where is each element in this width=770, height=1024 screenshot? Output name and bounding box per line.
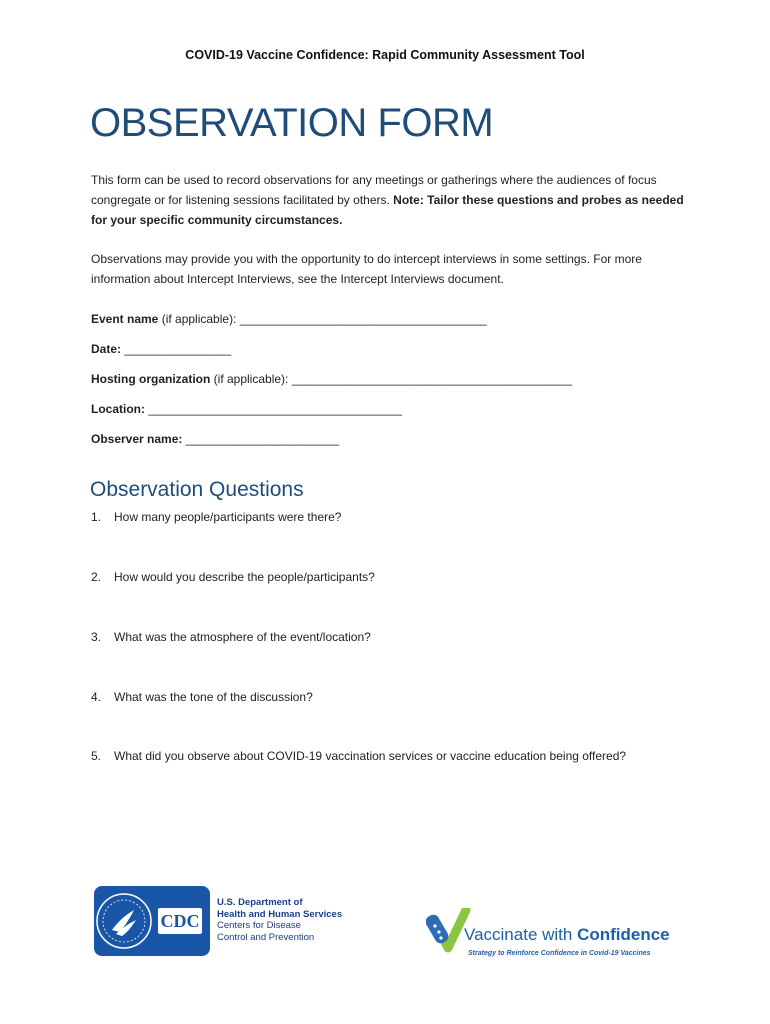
field-suffix: (if applicable): bbox=[210, 372, 292, 386]
event-name-blank[interactable]: _____________________________________ bbox=[239, 312, 487, 326]
question-item bbox=[91, 749, 626, 763]
hhs-cdc-wordmark bbox=[217, 897, 342, 943]
observer-name-blank[interactable]: _______________________ bbox=[185, 432, 340, 446]
question-number: 2. bbox=[91, 570, 102, 584]
hosting-organization-blank[interactable]: __________________________________________ bbox=[291, 372, 573, 386]
intro-paragraph bbox=[91, 170, 691, 230]
hhs-line-3: Centers for Disease bbox=[217, 920, 301, 931]
hhs-eagle-seal-icon bbox=[94, 886, 210, 956]
cdc-logo-text: CDC bbox=[160, 911, 200, 931]
intro-note: Note: Tailor these questions and probes as needed for your specific community circumstances. bbox=[91, 193, 684, 227]
field-label: Hosting organization bbox=[91, 372, 211, 386]
question-number: 1. bbox=[91, 510, 102, 524]
section-title: Observation Questions bbox=[90, 478, 304, 501]
hhs-line-4: Control and Prevention bbox=[217, 931, 315, 943]
hhs-cdc-logo bbox=[94, 886, 210, 956]
field-location bbox=[91, 402, 402, 416]
document-header: COVID-19 Vaccine Confidence: Rapid Community Assessment Tool bbox=[185, 48, 585, 62]
question-text: What did you observe about COVID-19 vaccination services or vaccine education being offered? bbox=[114, 749, 627, 763]
vaccinate-logo-graphic bbox=[426, 908, 686, 960]
question-text: How many people/participants were there? bbox=[114, 510, 342, 524]
field-label: Location: bbox=[91, 402, 145, 416]
vwc-prefix: Vaccinate with bbox=[464, 925, 578, 944]
field-label: Observer name: bbox=[91, 432, 183, 446]
hhs-line-1: U.S. Department of bbox=[217, 897, 303, 908]
location-blank[interactable]: ______________________________________ bbox=[148, 402, 402, 416]
vwc-bold: Confidence bbox=[577, 925, 670, 944]
question-item bbox=[91, 510, 341, 524]
intro-paragraph-2: Observations may provide you with the opportunity to do intercept interviews in some settings. For more information about Intercept Interviews, see the Intercept Interviews document. bbox=[91, 252, 642, 286]
field-event-name bbox=[91, 312, 487, 326]
hhs-line-2: Health and Human Services bbox=[217, 908, 343, 920]
question-text: What was the atmosphere of the event/location? bbox=[114, 630, 371, 644]
question-number: 3. bbox=[91, 630, 102, 644]
checkmark-bandage-icon bbox=[426, 910, 466, 948]
question-item bbox=[91, 690, 313, 704]
field-date bbox=[91, 342, 231, 356]
question-item bbox=[91, 570, 375, 584]
date-blank[interactable]: ________________ bbox=[124, 342, 232, 356]
field-hosting-organization bbox=[91, 372, 572, 386]
page-title: OBSERVATION FORM bbox=[90, 101, 494, 145]
question-number: 5. bbox=[91, 749, 102, 763]
question-number: 4. bbox=[91, 690, 102, 704]
svg-text:Vaccinate with Confidence bbox=[464, 925, 670, 944]
intro-text: This form can be used to record observations for any meetings or gatherings where the audiences of focus congregate or for listening sessions facilitated by others. bbox=[91, 173, 657, 207]
vaccinate-with-confidence-logo bbox=[426, 908, 686, 960]
vwc-tagline: Strategy to Reinforce Confidence in Covid-19 Vaccines bbox=[468, 950, 651, 957]
question-item bbox=[91, 630, 371, 644]
field-suffix: (if applicable): bbox=[158, 312, 240, 326]
question-text: How would you describe the people/participants? bbox=[114, 570, 375, 584]
question-text: What was the tone of the discussion? bbox=[114, 690, 313, 704]
field-observer-name bbox=[91, 432, 339, 446]
field-label: Date: bbox=[91, 342, 122, 356]
field-label: Event name bbox=[91, 312, 159, 326]
